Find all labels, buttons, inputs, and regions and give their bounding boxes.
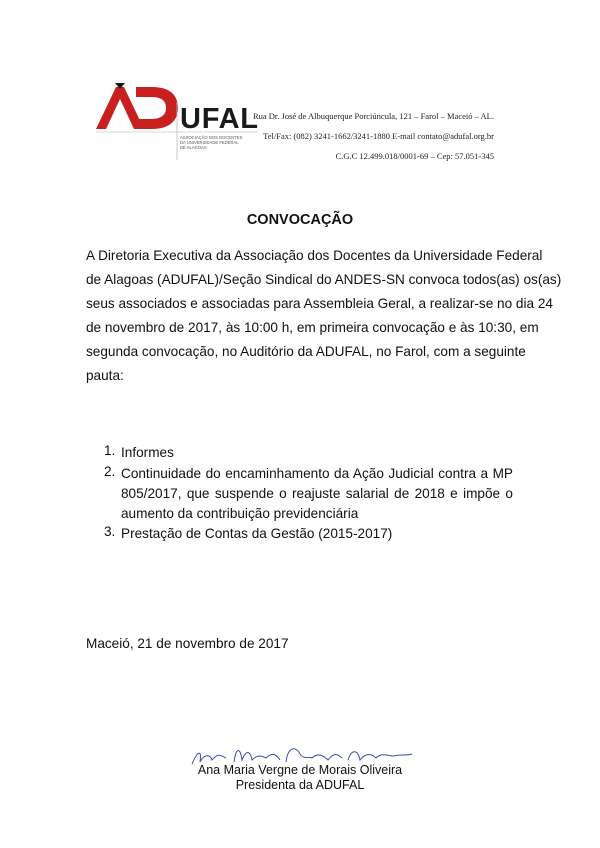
svg-text:UFAL: UFAL xyxy=(180,103,258,135)
agenda-number: 3. xyxy=(104,524,116,539)
agenda-text: Continuidade do encaminhamento da Ação Judicial contra a MP 805/2017, que suspende o reajuste salarial de 2018 e impõe o aumento da contribuição previdenciária xyxy=(121,466,513,521)
paragraph-line: pauta: xyxy=(86,368,124,383)
svg-text:DA UNIVERSIDADE FEDERAL: DA UNIVERSIDADE FEDERAL xyxy=(180,140,239,145)
adufal-logo xyxy=(96,82,266,162)
contact-line: Tel/Fax: (082) 3241-1662/3241-1880 E-mail contato@adufal.org.br xyxy=(263,131,494,141)
date-line: Maceió, 21 de novembro de 2017 xyxy=(86,636,289,651)
agenda-number: 2. xyxy=(104,464,116,479)
signatory-name: Ana Maria Vergne de Morais Oliveira xyxy=(197,763,403,777)
registry-line: C.G.C 12.499.018/0001-69 – Cep: 57.051-345 xyxy=(335,151,494,161)
document-title: CONVOCAÇÃO xyxy=(246,212,354,228)
agenda-text: Informes xyxy=(121,445,174,460)
paragraph-line: de novembro de 2017, às 10:00 h, em primeira convocação e às 10:30, em xyxy=(86,320,539,335)
paragraph-line: de Alagoas (ADUFAL)/Seção Sindical do ANDES-SN convoca todos(as) os(as) xyxy=(86,272,562,287)
paragraph-line: A Diretoria Executiva da Associação dos Docentes da Universidade Federal xyxy=(86,248,543,263)
address-line: Rua Dr. José de Albuquerque Porciúncula, 121 – Farol – Maceió – AL. xyxy=(252,111,494,121)
svg-text:ASSOCIAÇÃO DOS DOCENTES: ASSOCIAÇÃO DOS DOCENTES xyxy=(180,135,243,140)
paragraph-line: seus associados e associadas para Assembleia Geral, a realizar-se no dia 24 xyxy=(86,296,553,311)
agenda-text: Prestação de Contas da Gestão (2015-2017) xyxy=(121,526,393,541)
svg-text:DE ALAGOAS: DE ALAGOAS xyxy=(180,145,207,150)
signatory-role: Presidenta da ADUFAL xyxy=(235,778,365,792)
paragraph-line: segunda convocação, no Auditório da ADUFAL, no Farol, com a seguinte xyxy=(86,344,526,359)
agenda-number: 1. xyxy=(104,443,116,458)
